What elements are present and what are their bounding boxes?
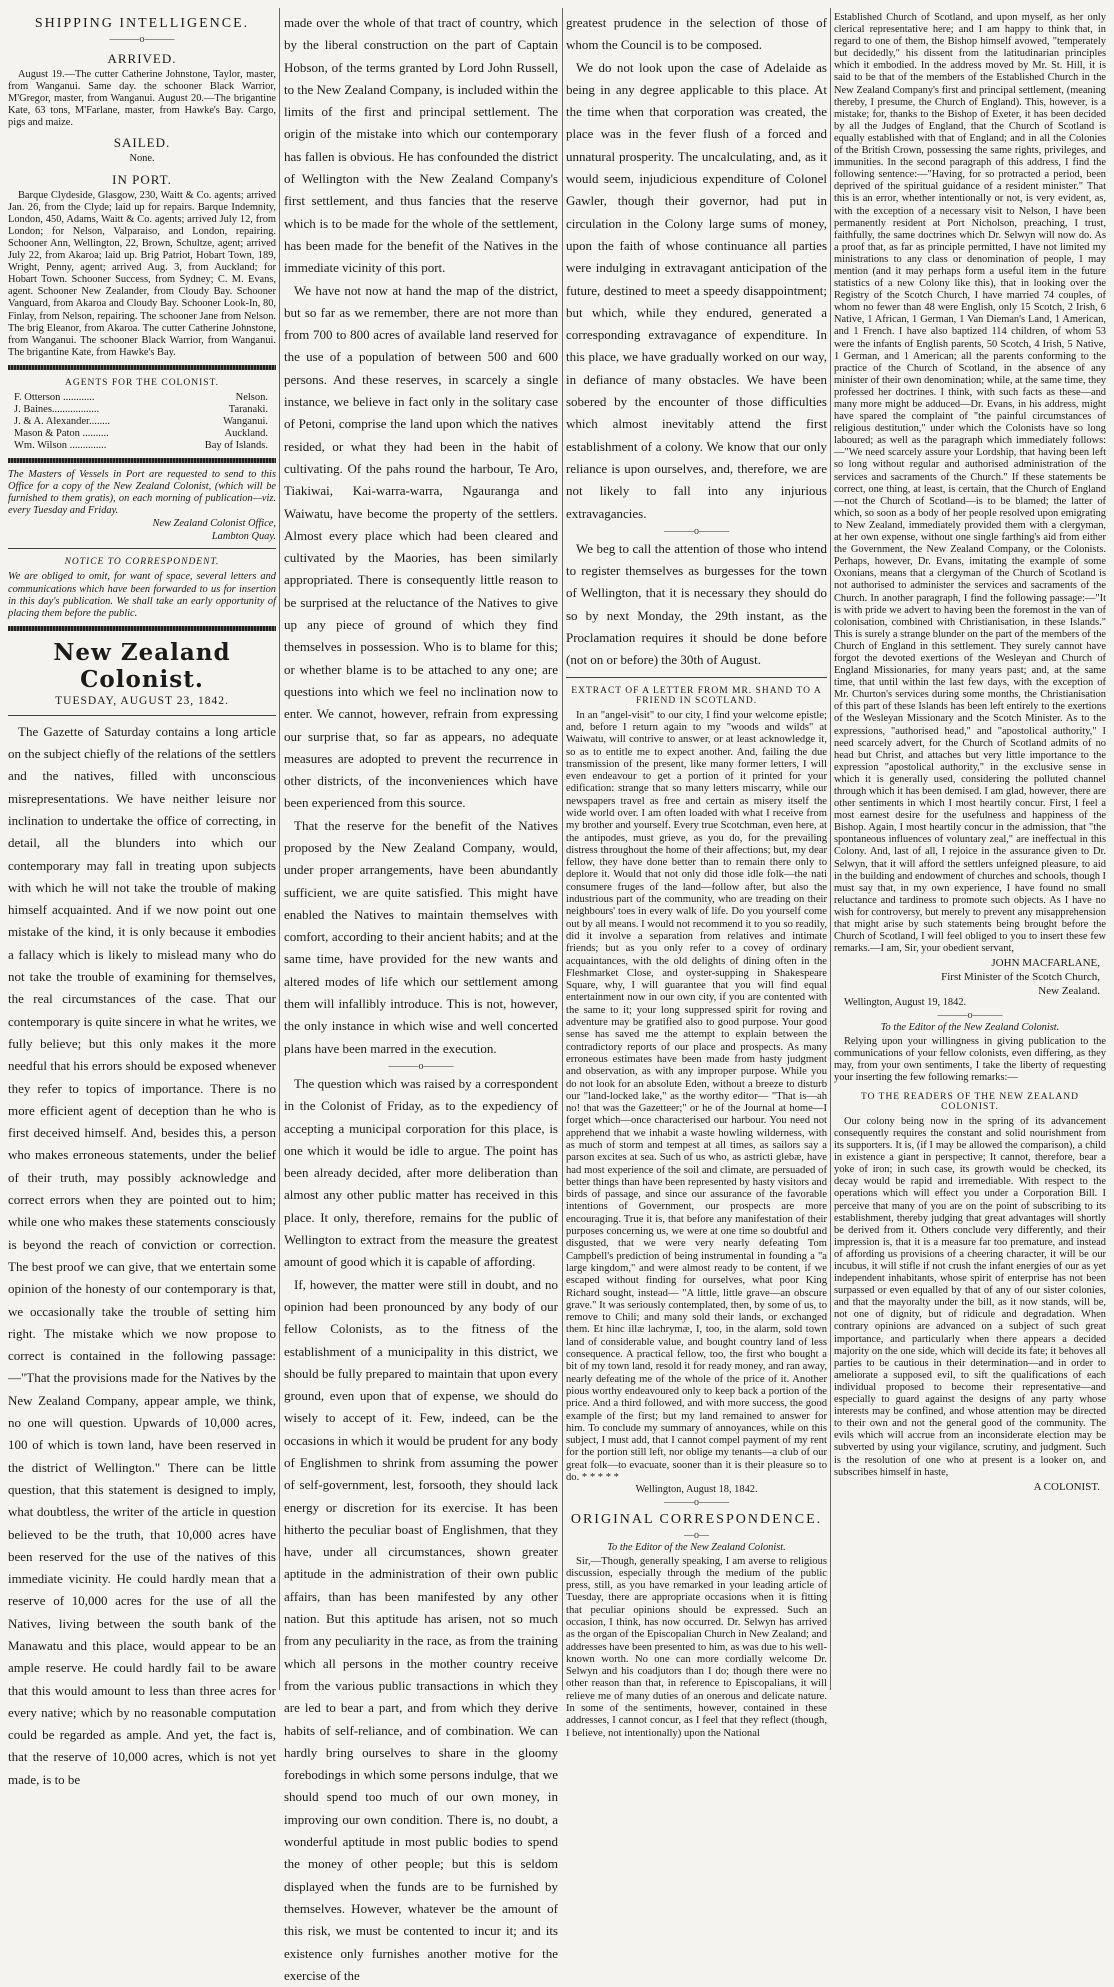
readers-heading: TO THE READERS OF THE NEW ZEALAND COLONIST.: [860, 1091, 1080, 1112]
letter-text: Our colony being now in the spring of its advancement consequently requires the constant and solid nourishment from its supporters. It is, (if I may be allowed the comparison), a child in existence a giant in perspective; It cannot, therefore, bear a yoke of iron; in such case, its growth would be checked, its decay would be rapid and irremediable. With respect to the operations which will effect you under a Corporation Bill. I perceive that many of you are on the point of subscribing to its establishment, thereby judging that great advantages will shortly be derived from it. Others conclude very differently, and their impression is, that it is a measure far too premature, and instead of affording us provisions of a cheering character, it will be our incubus, it will stifle if not crush the infant energies of our as yet independent inhabitants, whose spirit of enterprise has not been surpassed or even equalled by that of any of our sister colonies, and that the mayoralty under the bill, as it now stands, will be, not one of dignity, but of ridicule and degradation. When contrary opinions are advanced on a subject of such great importance, and particularly when there appears a decided majority on the one side, which will decide its fate; it behoves all parties to be cautious in their determination—and in order to ameliorate a supposed evil, to sift the qualifications of each individual proposed to become their representative—and especially to guard against the designs of any party whose interests may be confined, and whose attention may be directed to their own and not the general good of the community. The evils which will accrue from an inconsiderate election may be subverted by using your vigilance, scrutiny, and judgment. Such is the resolution of one who at present is a looker on, and subscribes himself in haste,: [834, 1115, 1106, 1478]
column-2: [284, 12, 558, 1983]
column-rule: [562, 8, 563, 1690]
agent-row: J. Baines.................. Taranaki.: [14, 403, 268, 415]
ornamental-rule: [8, 365, 276, 370]
correspondence-text: Sir,—Though, generally speaking, I am averse to religious discussion, especially through the medium of the public press, still, as you have remarked in your leading article of Tuesday, there are appropriate occasions when it is fitting that peculiar opinions should be expressed. Such an occasion, I think, has now occurred. Dr. Selwyn has arrived as the organ of the Episcopalian Church in New Zealand; and addresses have been presented to him, as was due to his well-known worth. No one can more cordially welcome Dr. Selwyn and his coadjutors than I do; though there were no other reason than that, in reference to Episcopalians, it will relieve me of many duties of an onerous and delicate nature. In some of the sentiments, however, contained in these addresses, I cannot concur, as I feel that they reflect (though, I believe, not intentionally) upon the National: [566, 1555, 827, 1739]
correspondent-heading: NOTICE TO CORRESPONDENT.: [64, 557, 220, 568]
ornament-divider: ———o———: [937, 1010, 1003, 1022]
ornament-divider: ———o———: [664, 1497, 729, 1509]
ornament-divider: —o—: [684, 1530, 709, 1542]
issue-date: TUESDAY, AUGUST 23, 1842.: [55, 694, 229, 707]
article-paragraph: That the reserve for the benefit of the Natives proposed by the New Zealand Company, would, under proper arrangements, have been abundantly sufficient, we are quite satisfied. This might have enabled the Natives to maintain themselves with comfort, according to their ancient habits; and at the same time, have provided for the new wants and altered modes of life which our settlement among them will infallibly introduce. This is not, however, the only instance in which wise and well concerted plans have been marred in the execution.: [284, 817, 558, 1056]
editorial-text: The Gazette of Saturday contains a long article on the subject chiefly of the relations of the settlers and the natives, filled with unconscious misrepresentations. We have neither leisure nor inclination to undertake the office of correcting, in detail, all the blunders into which our contemporary may fall in treating upon subjects with which he will not take the trouble of making himself acquainted. And if we now point out one mistake of the kind, it is only because it embodies a fallacy which is likely to mislead many who do not take the trouble of examining for themselves, the real circumstances of the case. That our contemporary is quite sincere in what he writes, we fully believe; but this only makes it the more needful that his errors should be exposed whenever they refer to topics of importance. There is no more efficient agent of deception than he who is first deceived himself. And, besides this, a person who makes erroneous statements, under the belief of their truth, may possibly acknowledge and correct errors when they are pointed out to him; while one who makes these statements consciously is beyond the reach of conviction or correction. The best proof we can give, that we entertain some opinion of the honesty of our contemporary is that, we occasionally take the trouble of setting him right. The mistake which we now propose to correct is contained in the following passage:—"That the provisions made for the Natives by the New Zealand Company, appear ample, we think, no one will question. Upwards of 10,000 acres, 100 of which is town land, have been reserved in the district of Wellington." There can be little question, that this statement is designed to imply, what doubtless, the writer of the article in question believed to be the truth, that 10,000 acres have been reserved for the use of the natives of this immediate vicinity. He could hardly mean that a reserve of 10,000 acres for the use of all the Natives, living between the south bank of the Manawatu and this place, would appear to be an ample reserve. He could hardly fail to be aware that this would amount to less than three acres for every native; which by no reasonable computation could be regarded as ample. And yet, the fact is, that the reserve of 10,000 acres, which is not yet made, is to be: [8, 723, 276, 1787]
correspondence-heading: ORIGINAL CORRESPONDENCE.: [570, 1512, 823, 1528]
extract-signoff: Wellington, August 18, 1842.: [635, 1484, 758, 1496]
inport-text: Barque Clydeside, Glasgow, 230, Waitt & Co. agents; arrived Jan. 26, from the Clyde; laid up for repairs. Barque Indemnity, London, 450, Adams, Waitt & Co. agents; arrived July 12, from London; for Nelson, Valparaiso, and London, repairing. Schooner Ann, Wellington, 22, Brown, Schultze, agent; arrived July 22, from Akaroa; laid up. Brig Patriot, Hobart Town, 189, Wright, Penny, agent; arrived Aug. 3, from Auckland; for Hobart Town. Schooner Success, from Sydney; C. M. Evans, agent. Schooner New Zealander, from Cloudy Bay. Schooner Vanguard, from Akaroa and Cloudy Bay. Schooner Look-In, 80, Finlay, from Nelson, repairing. The schooner Jane from Nelson. The brig Eleanor, from Akaroa. The cutter Catherine Johnstone, from Wanganui. The schooner Black Warrior, from Wanganui. The brigantine Kate, from Hawke's Bay.: [8, 189, 276, 358]
column-1: [8, 12, 276, 1787]
signature-name: A COLONIST.: [1033, 1480, 1100, 1493]
agent-row: Mason & Paton .......... Auckland.: [14, 427, 268, 439]
ornamental-rule: [8, 626, 276, 631]
office-line: Lambton Quay.: [211, 531, 276, 543]
column-rule: [279, 8, 280, 1690]
column-3: [566, 12, 827, 1739]
agent-row: J. & A. Alexander........ Wanganui.: [14, 415, 268, 427]
signature-date: Wellington, August 19, 1842.: [844, 997, 967, 1009]
article-paragraph: We beg to call the attention of those who intend to register themselves as burgesses for the town of Wellington, that it is necessary they should do so by next Monday, the 29th instant, as the Proclamation requires it should be done before (not on or before) the 30th of August.: [566, 540, 827, 668]
signature-title: New Zealand.: [1038, 985, 1100, 998]
article-paragraph: greatest prudence in the selection of those of whom the Council is to be composed.: [566, 15, 827, 53]
arrived-heading: ARRIVED.: [107, 51, 177, 66]
signature-title: First Minister of the Scotch Church,: [941, 971, 1100, 984]
ornamental-rule: [8, 458, 276, 463]
rule: [8, 548, 276, 549]
correspondent-text: We are obliged to omit, for want of space, several letters and communications which have been forwarded to us for insertion in this day's publication. We shall take an early opportunity of placing them before the public.: [8, 571, 276, 619]
letter-text: Established Church of Scotland, and upon myself, as her only clerical representative here; and I am happy to think that, in regard to one of them, the Bishop himself avowed, "temperately but decidedly," his dissent from the latitudinarian principles which it embodied. In the address moved by Mr. St. Hill, it is said to be that of the members of the Established Church in the New Zealand Company's first and principal settlement, (meaning thereby, I presume, the Church of England). This, however, is a mistake; for, thanks to the Bishop of Exeter, it has been decided by all the Judges of England, that the Church of Scotland is equally established with that of England; and in all the Colonies of the British Crown, possessing the same rights, privileges, and immunities. In the second paragraph of this address, I find the following sentence:—"Having, for so protracted a period, been deprived of the spiritual guidance of a resident minister." That this is an error, whether intentionally or not, is very evident, as, with the exception of a necessary visit to Nelson, I have been permanently resident at Port Nicholson, preaching, I trust, faithfully, the same doctrines which Dr. Selwyn will now do. As a proof that, as far as principle permitted, I have not limited my ministrations to any class or denomination of people, I may mention (and it may perhaps form a useful item in the future statistics of a new Colony like this), that in looking over the Registry of the Scotch Church, I have married 74 couples, of whom no fewer than 48 were English, only 15 Scotch, 2 Irish, 6 Native, 1 African, 1 German, 1 Van Dieman's Land, 1 American, and 1 French. I have also baptized 114 children, of whom 53 were the infants of English parents, 50 Scotch, 4 Irish, 5 Native, 1 German, and 1 American; all the parents conforming to the practice of the Church of Scotland, in the absence of any minister of their own denomination; while, at the same time, they professed her doctrines. I think, with such facts as these—and many more might be adduced—Dr. Evans, in his address, might have spared the complaint of "the painful circumstances of religious destitution," under which the Colonists have so long laboured; as well as the paragraph which immediately follows:—"We need scarcely assure your Lordship, that having been left so long without regular and authorised administration of the services and sacraments of the Church." If these statements be correct, one thing, at least, is certain, that the Church of England—not the Church of Scotland—is to be blamed; the latter of which, so soon as a body of her people resolved upon emigrating to New Zealand, immediately provided them with a clergyman, at her own expense, without one single farthing's aid from either the Government, the New Zealand Company, or the Colonists. Perhaps, however, Dr. Evans, imitating the example of some Oxonians, means that a clergyman of the Church of Scotland is not authorised to administer the services and sacraments of the Church. In another paragraph, I find the following passage:—"It is with pride we advert to having been the foremost in the van of colonisation, combined with Christianisation, in these Islands." This is surely a strange blunder on the part of the members of the Church of England in this settlement. They surely cannot have forgot the devoted exertions of the Wesleyan and Church of England Missionaries, for many years past; and, at the same time, that until within the last few days, with the exception of Mr. Churton's services during some months, the Christianisation of this part of these Islands has been left entirely to the exertions of the Wesleyan Missionary and the Scotch Minister. As to the expressions, "authorised head," and "apostolical authority," I need scarcely advert, for the Church of Scotland admits of no head but Christ, and attaches but very little importance to the expression "apostolical authority," in the exclusive sense in which it is generally used, considering the polluted channel through which it has been demised. I am glad, however, there are other sentiments in which I most heartily concur. First, I feel a most earnest desire for the usefulness and happiness of the Bishop. Again, I most heartily concur in the admission, that "the spontaneous influences of voluntary zeal," are ineffectual in this Colony. And, last of all, I rejoice in the assurance given to Dr. Selwyn, that it will afford the settlers unfeigned pleasure, to aid in the building and endowment of churches and schools, though I must say that, in my own experience, I have found no small reluctance and tardiness to promote such objects. As I have no wish for controversy, but merely to prevent any misapprehension that might arise by such statements being brought before the Church of Scotland, I will feel obliged to you to insert these few remarks.—I am, Sir, your obedient servant,: [834, 12, 1106, 955]
letter-subheading: To the Editor of the New Zealand Colonist.: [880, 1022, 1060, 1034]
masters-notice: The Masters of Vessels in Port are requested to send to this Office for a copy of the New Zealand Colonist, (which will be furnished to them gratis), on each morning of publication—viz. every Tuesday and Friday.: [8, 468, 276, 517]
inport-heading: IN PORT.: [112, 171, 172, 187]
shipping-heading: SHIPPING INTELLIGENCE.: [34, 16, 250, 31]
office-line: New Zealand Colonist Office,: [152, 518, 276, 530]
correspondence-subheading: To the Editor of the New Zealand Colonist.: [607, 1542, 786, 1554]
article-paragraph: made over the whole of that tract of country, which by the liberal construction on the part of Captain Hobson, of the terms granted by Lord John Russell, to the New Zealand Company, is included within the limits of the first and principal settlement. The origin of the mistake into which our contemporary has fallen is obvious. He has confounded the district of Wellington with the New Zealand Company's first settlement, and thus fancies that the reserve which is to be made for the whole of the settlement, has been made for the benefit of the Natives in the immediate vicinity of this port.: [284, 15, 558, 276]
agent-row: F. Otterson ............ Nelson.: [14, 391, 268, 403]
rule: [566, 677, 827, 678]
ornament-divider: ———o———: [664, 525, 729, 537]
ornament-divider: ———o———: [388, 1060, 454, 1072]
article-paragraph: We do not look upon the case of Adelaide as being in any degree applicable to this place. At the time when that corporation was created, the place was in the fever flush of a forced and unnatural prosperity. The uncalculating, and, as it would seem, injudicious expenditure of Colonel Gawler, though their governor, had put in circulation in the Colony large sums of money, upon the faith of whose continuance all parties were indulging in extravagant anticipation of the future, destined to meet a speedy disappointment; but which, while they endured, generated a corresponding extravagance of expenditure. In this place, we have gradually worked on our way, in defiance of many obstacles. We have been sobered by the encounter of those difficulties which almost inevitably attend the first establishment of a colony. We know that our only reliance is upon ourselves, and, therefore, we are not likely to fall into any injurious extravagancies.: [566, 59, 827, 521]
column-4: [834, 12, 1106, 1690]
extract-heading: EXTRACT OF A LETTER FROM MR. SHAND TO A FRIEND IN SCOTLAND.: [571, 685, 822, 706]
article-paragraph: The question which was raised by a correspondent in the Colonist of Friday, as to the expediency of accepting a municipal corporation for this place, is one which it would be idle to argue. The point has been already decided, after more deliberation than almost any other public matter has received in this place. It only, therefore, remains for the public of Wellington to extract from the measure the greatest amount of good which it is capable of affording.: [284, 1075, 558, 1270]
sailed-heading: SAILED.: [113, 135, 171, 151]
letter-text: Relying upon your willingness in giving publication to the communications of your fellow colonists, even differing, as they may, from your own sentiments, I take the liberty of requesting your inserting the few following remarks:—: [834, 1035, 1106, 1083]
ornament-divider: ———o———: [109, 34, 175, 45]
arrived-text: August 19.—The cutter Catherine Johnstone, Taylor, master, from Wanganui. Same day. the schooner Black Warrior, M'Gregor, master, from Wanganui. August 20.—The brigantine Kate, 63 tons, M'Farlane, master, from Hawke's Bay. Cargo, pigs and maize.: [8, 69, 276, 129]
column-rule: [830, 8, 831, 1690]
agents-heading: AGENTS FOR THE COLONIST.: [64, 377, 219, 388]
agent-row: Wm. Wilson .............. Bay of Islands.: [14, 439, 268, 451]
masthead: New Zealand Colonist.: [53, 638, 231, 693]
article-paragraph: We have not now at hand the map of the district, but so far as we remember, there are not more than from 700 to 800 acres of available land reserved for the use of a population of between 500 and 600 persons. And these reserves, in scarcely a single instance, we believe in fact only in the solitary case of Petoni, comprise the land upon which the natives resided, or what they had been in the habit of cultivating. Of the pahs round the harbour, Te Aro, Tiakiwai, Kai-warra-warra, Ngauranga and Waiwatu, have become the property of the settlers. Almost every place which had been cleared and cultivated by the Maories, has been similarly appropriated. There is consequently little reason to be surprised at the reluctance of the Natives to give up any piece of ground of which they find themselves in possession. Who is to blame for this; or whether blame is to be attached to any one; are questions into which we feel no inclination now to enter. We cannot, however, refrain from expressing our surprise that, so far as appears, no adequate measures are adopted to prevent the recurrence in other districts, of the inconveniences which have been experienced from this source.: [284, 282, 558, 811]
signature-name: JOHN MACFARLANE,: [991, 957, 1100, 970]
extract-text: In an "angel-visit" to our city, I find your welcome epistle; and, before I return again to my "woods and wilds" at Waiwatu, will contrive to answer, or at least acknowledge it, so as to entitle me to expect another. And, failing the due transmission of the present, like many former letters, I will even endeavour to get a portion of it printed for your edification: strange that so many letters miscarry, while our newspapers travel as free and certain as misery itself the wide world over. I am often loaded with what I receive from my brother and yourself. Every true Scotchman, even here, at the antipodes, must grieve, as you do, for the prevailing distress throughout the home of their affections; but, my dear fellow, they have done better than to remain there only to deplore it. Would that not only did those idle folk—the nati consumere fruges of the land—follow after, but also the industrious part of the community, who are treading on their neighbours' toes in every walk of life. Do you yourself come out by all means. I would not recommend it to you so readily, did it involve a separation from relatives and intimate friends; but as you only refer to a covey of ordinary acquaintances, with the old delights of dining often in the Fleshmarket Close, and oyster-supping in Shakespeare Square, why, I will guarantee that you will find equal entertainment now in our own city, if you are contented with the same to it; your long suppressed spirit for roving and adventure may be gratified also to good purpose. Your good sense has saved me the attempt to explain between the contradictory reports of our place and prospects. As many erroneous estimates have been made from hasty judgment and observation, as with any improper purpose. While you do not look for an absolute Eden, without a breeze to disturb our "land-locked lake," as the worthy editor— "That is—ah no! that was the Gazetteer;" or he of the Journal at home—I forget which—once characterised our harbour. You need not apprehend that we inhabit a waste howling wilderness, with as much of storm and tempest at all times, as sailors say a parson excites at sea. Such of us who, as astricti glebæ, have had most experience of the soil and climate, are persuaded of better things than have been represented by hasty visitors and birds of passage, and since our assurance of the favorable intentions of Government, our prospects are more encouraging. True it is, that before any manifestation of their purposes concerning us, we were at one time so doubtful and disgusted, that we were very nearly defeating Tom Campbell's prediction of being instrumental in founding a "a large kingdom," and were almost ready to be content, if we escaped without finding for ourselves, what poor King Richard sought, instead— "A little, little grave—an obscure grave." It was seriously contemplated, then, by some of us, to remove to Chili; and many sold their lands, or exchanged them. Et hinc illæ lachrymæ, I, too, in the alarm, sold town land of considerable value, and bought country land of less consequence. A practical fellow, too, the first who bought a bit of my town land, resold it for ready money, and ran away, nearly defeating me of the whole of the price of it. Another pious worthy endeavoured only to keep back a portion of the price. And a third followed, and with more success, the good example of the first; but my land remained to answer for him. To conclude my summary of annoyances, while on this subject, I must add, that I cannot compel payment of my rent for the portion still left, nor oblige my tenants—a club of our great folk—to evacuate, sooner than it is their pleasure so to do. * * * * *: [566, 709, 827, 1484]
rule: [8, 715, 276, 716]
sailed-text: None.: [129, 153, 155, 165]
article-paragraph: If, however, the matter were still in doubt, and no opinion had been pronounced by any body of our fellow Colonists, as to the fitness of the establishment of a municipality in this district, we should be fully prepared to maintain that upon every ground, even upon that of expense, we should do wisely to accept of it. Few, indeed, can be the occasions in which it would be prudent for any body of Englishmen to shrink from assuming the power of self-government, lest, forsooth, they should lack energy or discretion for its exercise. It has been hitherto the peculiar boast of Englishmen, that they have, under all circumstances, shown greater aptitude in the administration of their own public affairs, than has been manifested by any other nation. But this aptitude has arisen, not so much from any peculiarity in the race, as from the training which all persons in the mother country receive from the various public transactions in which they are led to bear a part, and from which they derive habits of self-reliance, and of combination. We can hardly bring ourselves to share in the gloomy forebodings in which some persons indulge, that we should spend too much of our own money, in improving our own condition. There is, no doubt, a wonderful aptitude in most public bodies to spend the money of other people; but this is seldom displayed when the funds are to be furnished by themselves. However, whatever be the amount of this risk, we must be contented to incur it; and its existence only furnishes another motive for the exercise of the: [284, 1276, 558, 1983]
